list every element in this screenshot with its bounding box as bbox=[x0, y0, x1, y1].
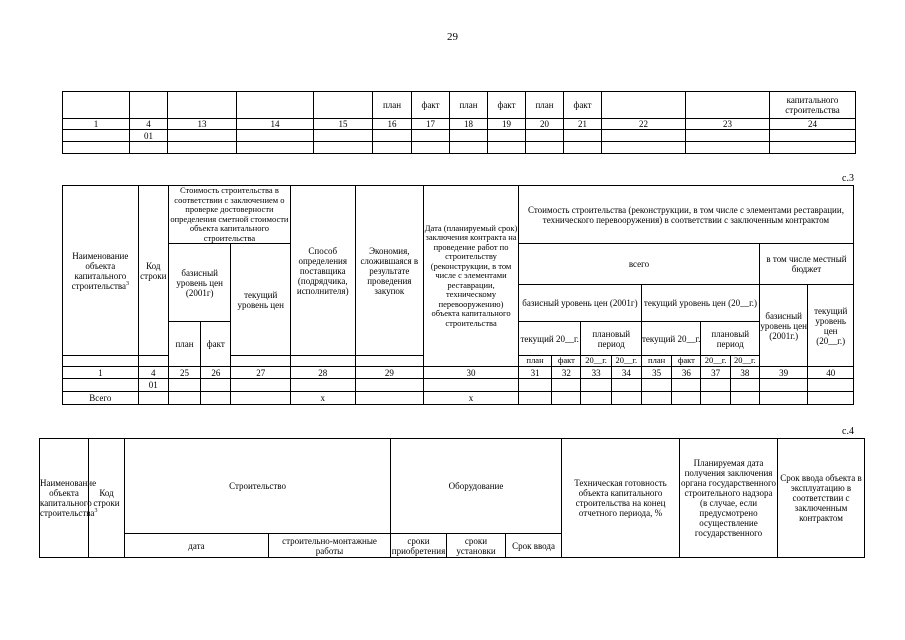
col-header-capital-construction: капитального строительства bbox=[770, 92, 856, 119]
header-base-price-level: базисный уровень цен (2001г) bbox=[168, 244, 231, 322]
header-local-current-level: текущий уровень цен (20__г.) bbox=[808, 285, 854, 367]
sub-fact: факт bbox=[552, 356, 581, 367]
column-number: 18 bbox=[450, 119, 488, 130]
sub-year: 20__г. bbox=[611, 356, 641, 367]
section-label-c4: с.4 bbox=[842, 426, 854, 437]
header-purchase-terms: сроки приобретения bbox=[391, 535, 446, 556]
header-object-name: Наименование объекта капитального строительства$^3$ bbox=[63, 186, 139, 356]
header-object-name: Наименование объекта капитального строительства$^3$ bbox=[40, 439, 89, 558]
header-savings: Экономия, сложившаяся в результате проведения закупок bbox=[355, 186, 424, 356]
header-local-base-level: базисный уровень цен (2001г.) bbox=[759, 285, 807, 367]
column-number: 4 bbox=[130, 119, 168, 130]
section-label-c3: с.3 bbox=[842, 173, 854, 184]
x-mark: x bbox=[424, 392, 519, 405]
sub-year: 20__г. bbox=[701, 356, 730, 367]
header-input-term: Срок ввода bbox=[506, 534, 562, 558]
column-number: 20 bbox=[526, 119, 564, 130]
sub-year: 20__г. bbox=[581, 356, 611, 367]
column-number: 25 bbox=[168, 367, 200, 379]
header-fact: факт bbox=[201, 322, 231, 367]
col-fact-label: факт bbox=[412, 92, 450, 119]
column-number: 37 bbox=[701, 367, 730, 379]
column-number: 33 bbox=[581, 367, 611, 379]
col-fact-label: факт bbox=[564, 92, 602, 119]
column-number: 38 bbox=[730, 367, 759, 379]
header-current-year: текущий 20__г. bbox=[518, 322, 581, 356]
col-fact-label: факт bbox=[488, 92, 526, 119]
column-number: 1 bbox=[63, 367, 139, 379]
sub-plan: план bbox=[518, 356, 551, 367]
header-total: всего bbox=[518, 244, 759, 285]
header-date: дата bbox=[125, 534, 269, 558]
section-c4-table bbox=[39, 438, 865, 558]
column-number: 14 bbox=[237, 119, 314, 130]
total-row-label: Всего bbox=[63, 392, 139, 405]
column-number: 27 bbox=[231, 367, 291, 379]
continuation-table bbox=[62, 91, 856, 154]
sub-year: 20__г. bbox=[730, 356, 759, 367]
header-supplier-method: Способ определения поставщика (подрядчика, исполнителя) bbox=[290, 186, 355, 356]
column-number: 40 bbox=[808, 367, 854, 379]
header-current-price-level: текущий уровень цен bbox=[231, 244, 291, 356]
section-c3-table bbox=[62, 185, 854, 405]
sub-plan: план bbox=[641, 356, 671, 367]
header-install-terms: сроки установки bbox=[447, 534, 506, 558]
column-number: 15 bbox=[314, 119, 373, 130]
column-number: 29 bbox=[355, 367, 424, 379]
column-number: 35 bbox=[641, 367, 671, 379]
header-plan-period: плановый период bbox=[701, 322, 760, 356]
header-local-budget: в том числе местный бюджет bbox=[759, 244, 853, 285]
header-construction: Строительство bbox=[125, 439, 391, 534]
column-number: 30 bbox=[424, 367, 519, 379]
column-number: 36 bbox=[672, 367, 701, 379]
header-current-price-level-year: текущий уровень цен (20__г.) bbox=[641, 285, 759, 322]
column-number: 13 bbox=[168, 119, 237, 130]
header-row-code: Код строки bbox=[138, 186, 168, 356]
header-construction-works: строительно-монтажные работы bbox=[269, 534, 391, 558]
page-number: 29 bbox=[447, 31, 458, 43]
header-equipment: Оборудование bbox=[391, 439, 562, 534]
header-contract-date: Дата (планируемый срок) заключения контракта на проведение работ по строительству (реконструкции, в том числе с элементами реставрации, техническому перевооружению) объекта капитального строительства bbox=[424, 186, 519, 367]
header-base-price-level-2001: базисный уровень цен (2001г) bbox=[518, 285, 641, 322]
header-cost-by-contract: Стоимость строительства (реконструкции, в том числе с элементами реставрации, технического перевооружения) в соответствии с заключенным контрактом bbox=[518, 186, 853, 244]
column-number: 1 bbox=[63, 119, 130, 130]
column-number: 19 bbox=[488, 119, 526, 130]
column-number: 4 bbox=[138, 367, 168, 379]
header-cost-by-conclusion: Стоимость строительства в соответствии с заключением о проверке достоверности определения сметной стоимости объекта капитального строительства bbox=[170, 185, 289, 243]
column-number: 31 bbox=[518, 367, 551, 379]
column-number: 34 bbox=[611, 367, 641, 379]
header-permit-date: Планируемая дата получения заключения органа государственного строительного надзора (в случае, если предусмотрено осуществление государственного bbox=[680, 439, 778, 558]
column-number: 22 bbox=[602, 119, 686, 130]
header-row-code: Код строки bbox=[89, 439, 125, 558]
column-number: 39 bbox=[759, 367, 807, 379]
column-number: 17 bbox=[412, 119, 450, 130]
header-current-year: текущий 20__г. bbox=[641, 322, 701, 356]
row-code: 01 bbox=[138, 379, 168, 392]
header-plan-period: плановый период bbox=[581, 322, 642, 356]
header-technical-readiness: Техническая готовность объекта капитального строительства на конец отчетного периода, % bbox=[562, 439, 680, 558]
column-number: 26 bbox=[201, 367, 231, 379]
header-commissioning-term: Срок ввода объекта в эксплуатацию в соответствии с заключенным контрактом bbox=[778, 439, 865, 558]
col-plan-label: план bbox=[450, 92, 488, 119]
col-plan-label: план bbox=[526, 92, 564, 119]
column-number: 28 bbox=[290, 367, 355, 379]
col-plan-label: план bbox=[373, 92, 412, 119]
column-number: 21 bbox=[564, 119, 602, 130]
sub-fact: факт bbox=[672, 356, 701, 367]
row-code: 01 bbox=[130, 130, 168, 142]
column-number: 24 bbox=[770, 119, 856, 130]
x-mark: x bbox=[290, 392, 355, 405]
column-number: 16 bbox=[373, 119, 412, 130]
column-number: 32 bbox=[552, 367, 581, 379]
column-number: 23 bbox=[686, 119, 770, 130]
header-plan: план bbox=[168, 322, 200, 367]
